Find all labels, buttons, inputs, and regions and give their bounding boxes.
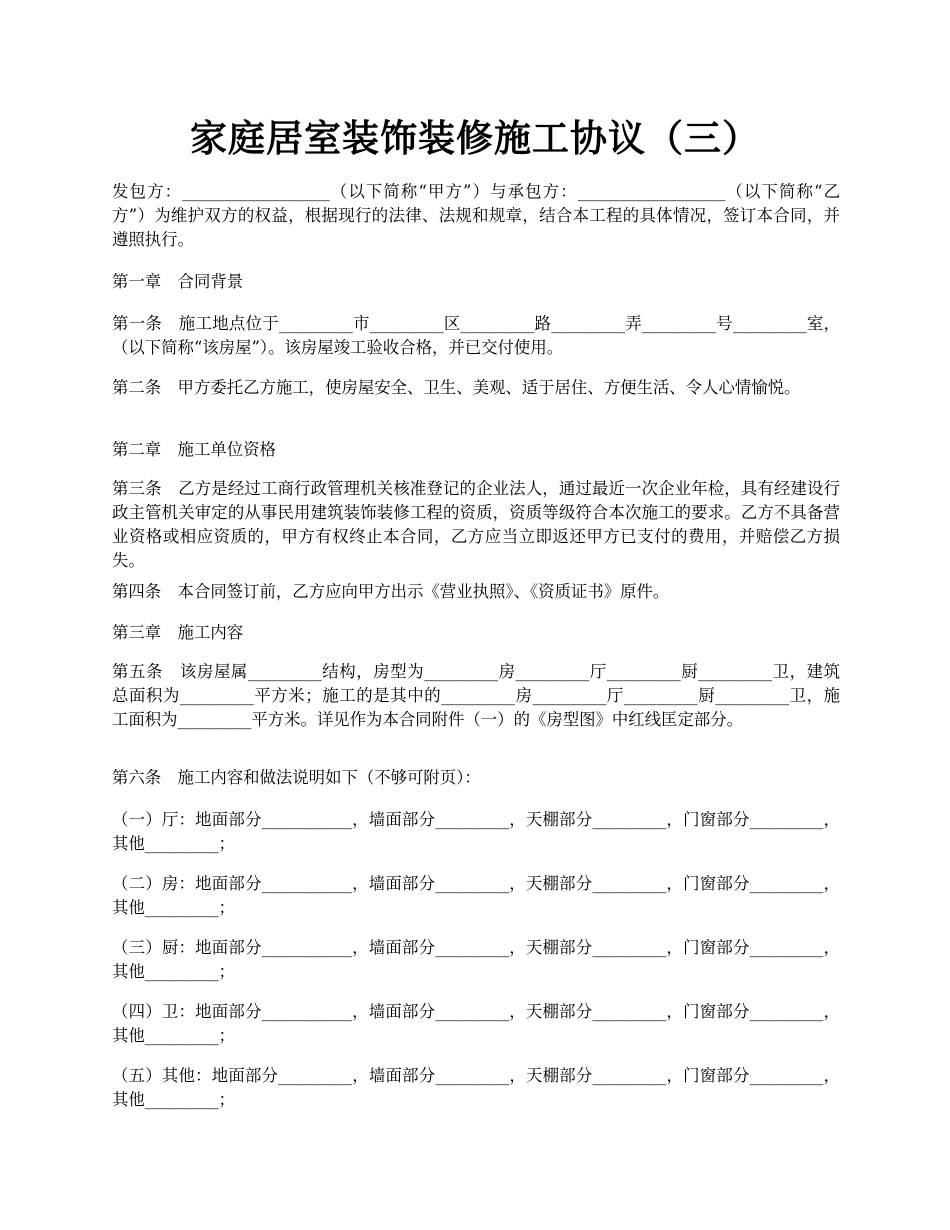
- article-paragraph: [112, 580, 840, 604]
- item-other: （五）其他：地面部分_________，墙面部分_________，天棚部分_________，门窗部分_________，其他_________；: [112, 1066, 840, 1109]
- preamble-paragraph: [112, 180, 840, 252]
- article-3: 第三条 乙方是经过工商行政管理机关核准登记的企业法人，通过最近一次企业年检，具有经建设行政主管机关审定的从事民用建筑装饰装修工程的资质，资质等级符合本次施工的要求。乙方不具备营业资格或相应资质的，甲方有权终止本合同，乙方应当立即返还甲方已支付的费用，并赔偿乙方损失。: [112, 479, 840, 570]
- article-5: 第五条 该房屋属_________结构，房型为_________房_________厅_________厨_________卫，建筑总面积为_________平方米；施工的是其中的_________房_________厅_________厨_________卫，施工面积为_________平方米。详见作为本合同附件（一）的《房型图》中红线匡定部分。: [112, 662, 840, 729]
- list-item: [112, 872, 840, 920]
- preamble-text: 发包方：__________________（以下简称“甲方”）与承包方：__________________（以下简称“乙方”）为维护双方的权益，根据现行的法律、法规和规章，结合本工程的具体情况，签订本合同，并遵照执行。: [112, 182, 840, 249]
- item-bedroom: （二）房：地面部分___________，墙面部分_________，天棚部分_________，门窗部分_________，其他_________；: [112, 874, 840, 917]
- item-living-room: （一）厅：地面部分___________，墙面部分_________，天棚部分_________，门窗部分_________，其他_________；: [112, 810, 840, 853]
- article-6: 第六条 施工内容和做法说明如下（不够可附页）：: [112, 768, 481, 787]
- article-paragraph: [112, 766, 840, 790]
- list-item: [112, 1000, 840, 1048]
- chapter-2-heading: 第二章 施工单位资格: [112, 440, 276, 459]
- list-item: [112, 936, 840, 984]
- article-4: 第四条 本合同签订前，乙方应向甲方出示《营业执照》、《资质证书》原件。: [112, 582, 670, 601]
- article-2: 第二条 甲方委托乙方施工，使房屋安全、卫生、美观、适于居住、方便生活、令人心情愉悦。: [112, 378, 801, 397]
- chapter-heading: [112, 621, 840, 645]
- article-paragraph: [112, 660, 840, 732]
- chapter-heading: [112, 438, 840, 462]
- document-title: 家庭居室装饰装修施工协议（三）: [190, 116, 760, 160]
- item-bathroom: （四）卫：地面部分___________，墙面部分_________，天棚部分_________，门窗部分_________，其他_________；: [112, 1002, 840, 1045]
- list-item: [112, 808, 840, 856]
- list-item: [112, 1064, 840, 1112]
- article-paragraph: [112, 376, 840, 400]
- item-kitchen: （三）厨：地面部分___________，墙面部分_________，天棚部分_________，门窗部分_________，其他_________；: [112, 938, 840, 981]
- article-paragraph: [112, 477, 840, 573]
- article-paragraph: [112, 312, 840, 360]
- chapter-1-heading: 第一章 合同背景: [112, 272, 244, 291]
- chapter-heading: [112, 270, 840, 294]
- chapter-3-heading: 第三章 施工内容: [112, 623, 244, 642]
- article-1: 第一条 施工地点位于_________市_________区_________路_________弄_________号_________室，（以下简称“该房屋”）。该房屋竣工验收合格，并已交付使用。: [112, 314, 840, 357]
